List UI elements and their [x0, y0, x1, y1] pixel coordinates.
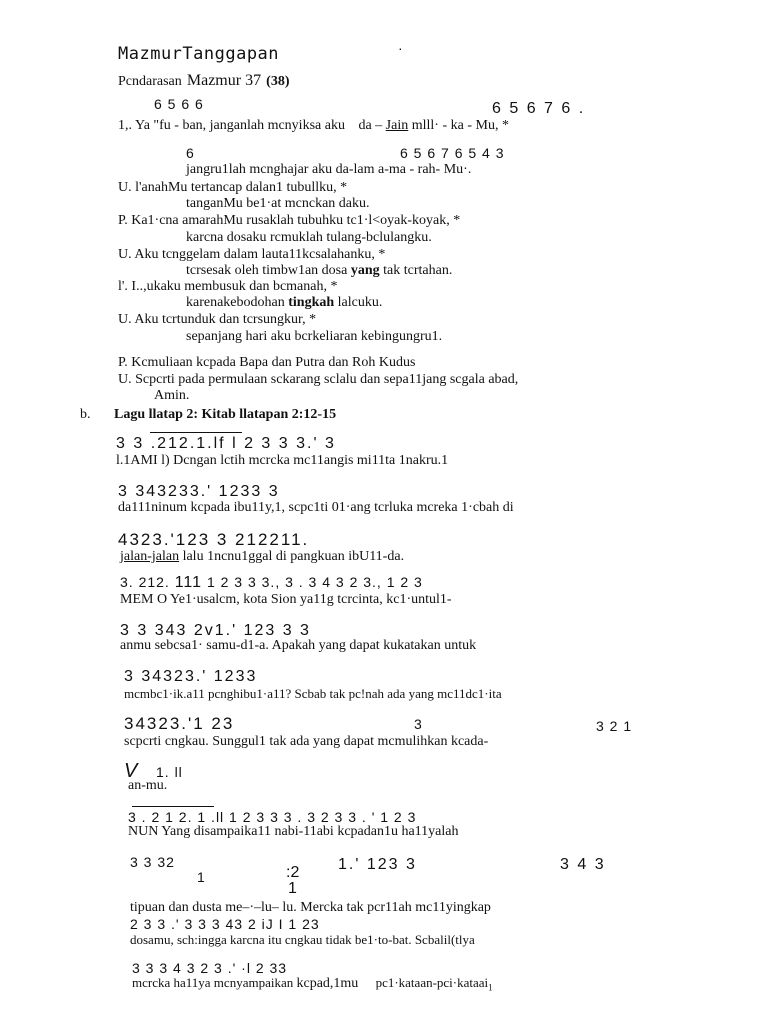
- page-title: MazmurTanggapan: [118, 44, 280, 64]
- song-notation-11: 2 3 3 .' 3 3 3 43 2 iJ I 1 23: [130, 916, 320, 932]
- psalm-line-1b: da –: [358, 118, 383, 133]
- subtitle-psalm: Mazmur 37: [186, 72, 262, 89]
- subtitle-alt: (38): [266, 74, 290, 89]
- psalm-line-6: karcna dosaku rcmuklah tulang-bclulangku.: [186, 230, 432, 245]
- psalm-line-15: Amin.: [154, 388, 190, 403]
- psalm-line-1: [118, 118, 509, 134]
- psalm-line-1d: mlll· - ka - Mu, *: [411, 118, 509, 133]
- notation-line-2b: 6 5 6 7 6 5 4 3: [400, 145, 505, 161]
- song-notation-1: 3 3 .212.1.lf l 2 3 3 3.' 3: [116, 435, 336, 452]
- psalm-line-11: U. Aku tcrtunduk dan tcrsungkur, *: [118, 312, 317, 327]
- notation-line-2a: 6: [186, 145, 195, 161]
- song-notation-10c: :2: [286, 864, 300, 881]
- section-b-title: Lagu llatap 2: Kitab llatapan 2:12-15: [114, 407, 337, 422]
- notation-overline-1: [150, 432, 242, 433]
- song-text-12d: 1: [488, 982, 493, 993]
- psalm-line-7: U. Aku tcnggelam dalam lauta11kcsalahanku, *: [118, 247, 386, 262]
- song-text-1: l.1AMI l) Dcngan lctih mcrcka mc11angis mi11ta 1nakru.1: [116, 453, 449, 468]
- psalm-line-4: tanganMu be1·at mcnckan daku.: [186, 196, 370, 211]
- notation-overline-2: [132, 806, 214, 807]
- song-notation-8a: V: [124, 760, 138, 782]
- psalm-line-10: [186, 295, 382, 311]
- song-text-12: [132, 975, 493, 993]
- song-notation-10e: 1.' 123 3: [338, 856, 417, 873]
- psalm-line-2: jangru1lah mcnghajar aku da-lam a-ma - rah- Mu·.: [186, 162, 472, 177]
- song-text-7: scpcrti cngkau. Sunggul1 tak ada yang dapat mcmulihkan kcada-: [124, 734, 489, 749]
- song-notation-7b: 3: [414, 716, 423, 732]
- song-notation-4b: 111: [174, 574, 203, 591]
- stray-dot: ·: [398, 40, 403, 56]
- psalm-line-13: P. Kcmuliaan kcpada Bapa dan Putra dan Roh Kudus: [118, 355, 416, 370]
- song-text-3a: jalan-jalan: [120, 549, 180, 564]
- song-text-9: NUN Yang disampaika11 nabi-11abi kcpadan1u ha11yalah: [128, 824, 459, 839]
- psalm-line-1c: Jain: [385, 118, 409, 133]
- song-text-4: MEM O Ye1·usalcm, kota Sion ya11g tcrcinta, kc1·untul1-: [120, 592, 452, 607]
- song-text-12b: kcpad,1mu: [296, 976, 359, 991]
- psalm-line-10b: tingkah: [288, 295, 335, 310]
- psalm-line-3: U. l'anahMu tertancap dalan1 tubullku, *: [118, 180, 348, 195]
- song-notation-10a: 3 3 32: [130, 854, 175, 870]
- song-text-11: dosamu, sch:ingga karcna itu cngkau tidak be1·to-bat. Scbalil(tlya: [130, 932, 475, 947]
- song-notation-2: 3 343233.' 1233 3: [118, 483, 280, 500]
- song-notation-5: 3 3 343 2v1.' 123 3 3: [120, 622, 311, 639]
- song-notation-4c: 1 2 3 3 3., 3 . 3 4 3 2 3., 1 2 3: [206, 574, 423, 590]
- song-notation-10b: 1: [197, 869, 206, 885]
- song-text-5: anmu sebcsa1· samu-d1-a. Apakah yang dapat kukatakan untuk: [120, 638, 477, 653]
- song-text-3b: lalu 1ncnu1ggal di pangkuan ibU11-da.: [182, 549, 405, 564]
- psalm-line-8b: yang: [350, 263, 380, 278]
- song-text-3: [120, 549, 404, 565]
- song-notation-10f: 3 4 3: [560, 856, 606, 873]
- notation-line-1b: 6 5 6 7 6 .: [492, 100, 586, 117]
- psalm-line-12: sepanjang hari aku bcrkeliaran kebingungru1.: [186, 329, 443, 344]
- psalm-line-10a: karenakebodohan: [186, 295, 285, 310]
- song-notation-7: 34323.'1 23: [124, 714, 235, 733]
- song-notation-4a: 3. 212.: [120, 574, 170, 590]
- song-notation-8b: 1. ll: [156, 764, 183, 780]
- song-text-8: an-mu.: [128, 778, 168, 793]
- subtitle-prefix: Pcndarasan: [118, 74, 182, 89]
- psalm-line-5: P. Ka1·cna amarahMu rusaklah tubuhku tc1·l<oyak-koyak, *: [118, 213, 461, 228]
- song-notation-10d: 1: [288, 880, 297, 897]
- psalm-line-8: [186, 263, 452, 279]
- song-text-10: tipuan dan dusta me–·–lu– lu. Mercka tak pcr11ah mc11yingkap: [130, 900, 491, 915]
- song-notation-7c: 3 2 1: [596, 718, 633, 734]
- subtitle: [118, 70, 289, 90]
- psalm-line-8c: tak tcrtahan.: [383, 263, 453, 278]
- psalm-line-10c: lalcuku.: [337, 295, 383, 310]
- psalm-line-14: U. Scpcrti pada permulaan sckarang sclalu dan sepa11jang scgala abad,: [118, 372, 519, 387]
- song-notation-9: 3 . 2 1 2. 1 .ll 1 2 3 3 3 . 3 2 3 3 . ' 1 2 3: [128, 809, 417, 825]
- song-notation-12: 3 3 3 4 3 2 3 .' ·l 2 33: [132, 960, 288, 976]
- song-text-2: da111ninum kcpada ibu11y,1, scpc1ti 01·ang tcrluka mcreka 1·cbah di: [118, 500, 514, 515]
- notation-line-1a: 6 5 6 6: [154, 96, 204, 112]
- psalm-line-1a: 1,. Ya "fu - ban, janganlah mcnyiksa aku: [118, 118, 345, 133]
- song-text-12c: pc1·kataan-pci·kataai: [375, 975, 489, 990]
- psalm-line-8a: tcrsesak oleh timbw1an dosa: [186, 263, 348, 278]
- song-notation-6: 3 34323.' 1233: [124, 668, 258, 685]
- song-text-6: mcmbc1·ik.a11 pcnghibu1·a11? Scbab tak pc!nah ada yang mc11dc1·ita: [124, 686, 502, 701]
- song-notation-4: [120, 574, 423, 592]
- song-notation-3: 4323.'123 3 212211.: [118, 530, 310, 549]
- song-text-12a: mcrcka ha11ya mcnyampaikan: [132, 975, 294, 990]
- psalm-line-9: l'. I..,ukaku membusuk dan bcmanah, *: [118, 279, 338, 294]
- section-b-label: b.: [80, 407, 91, 422]
